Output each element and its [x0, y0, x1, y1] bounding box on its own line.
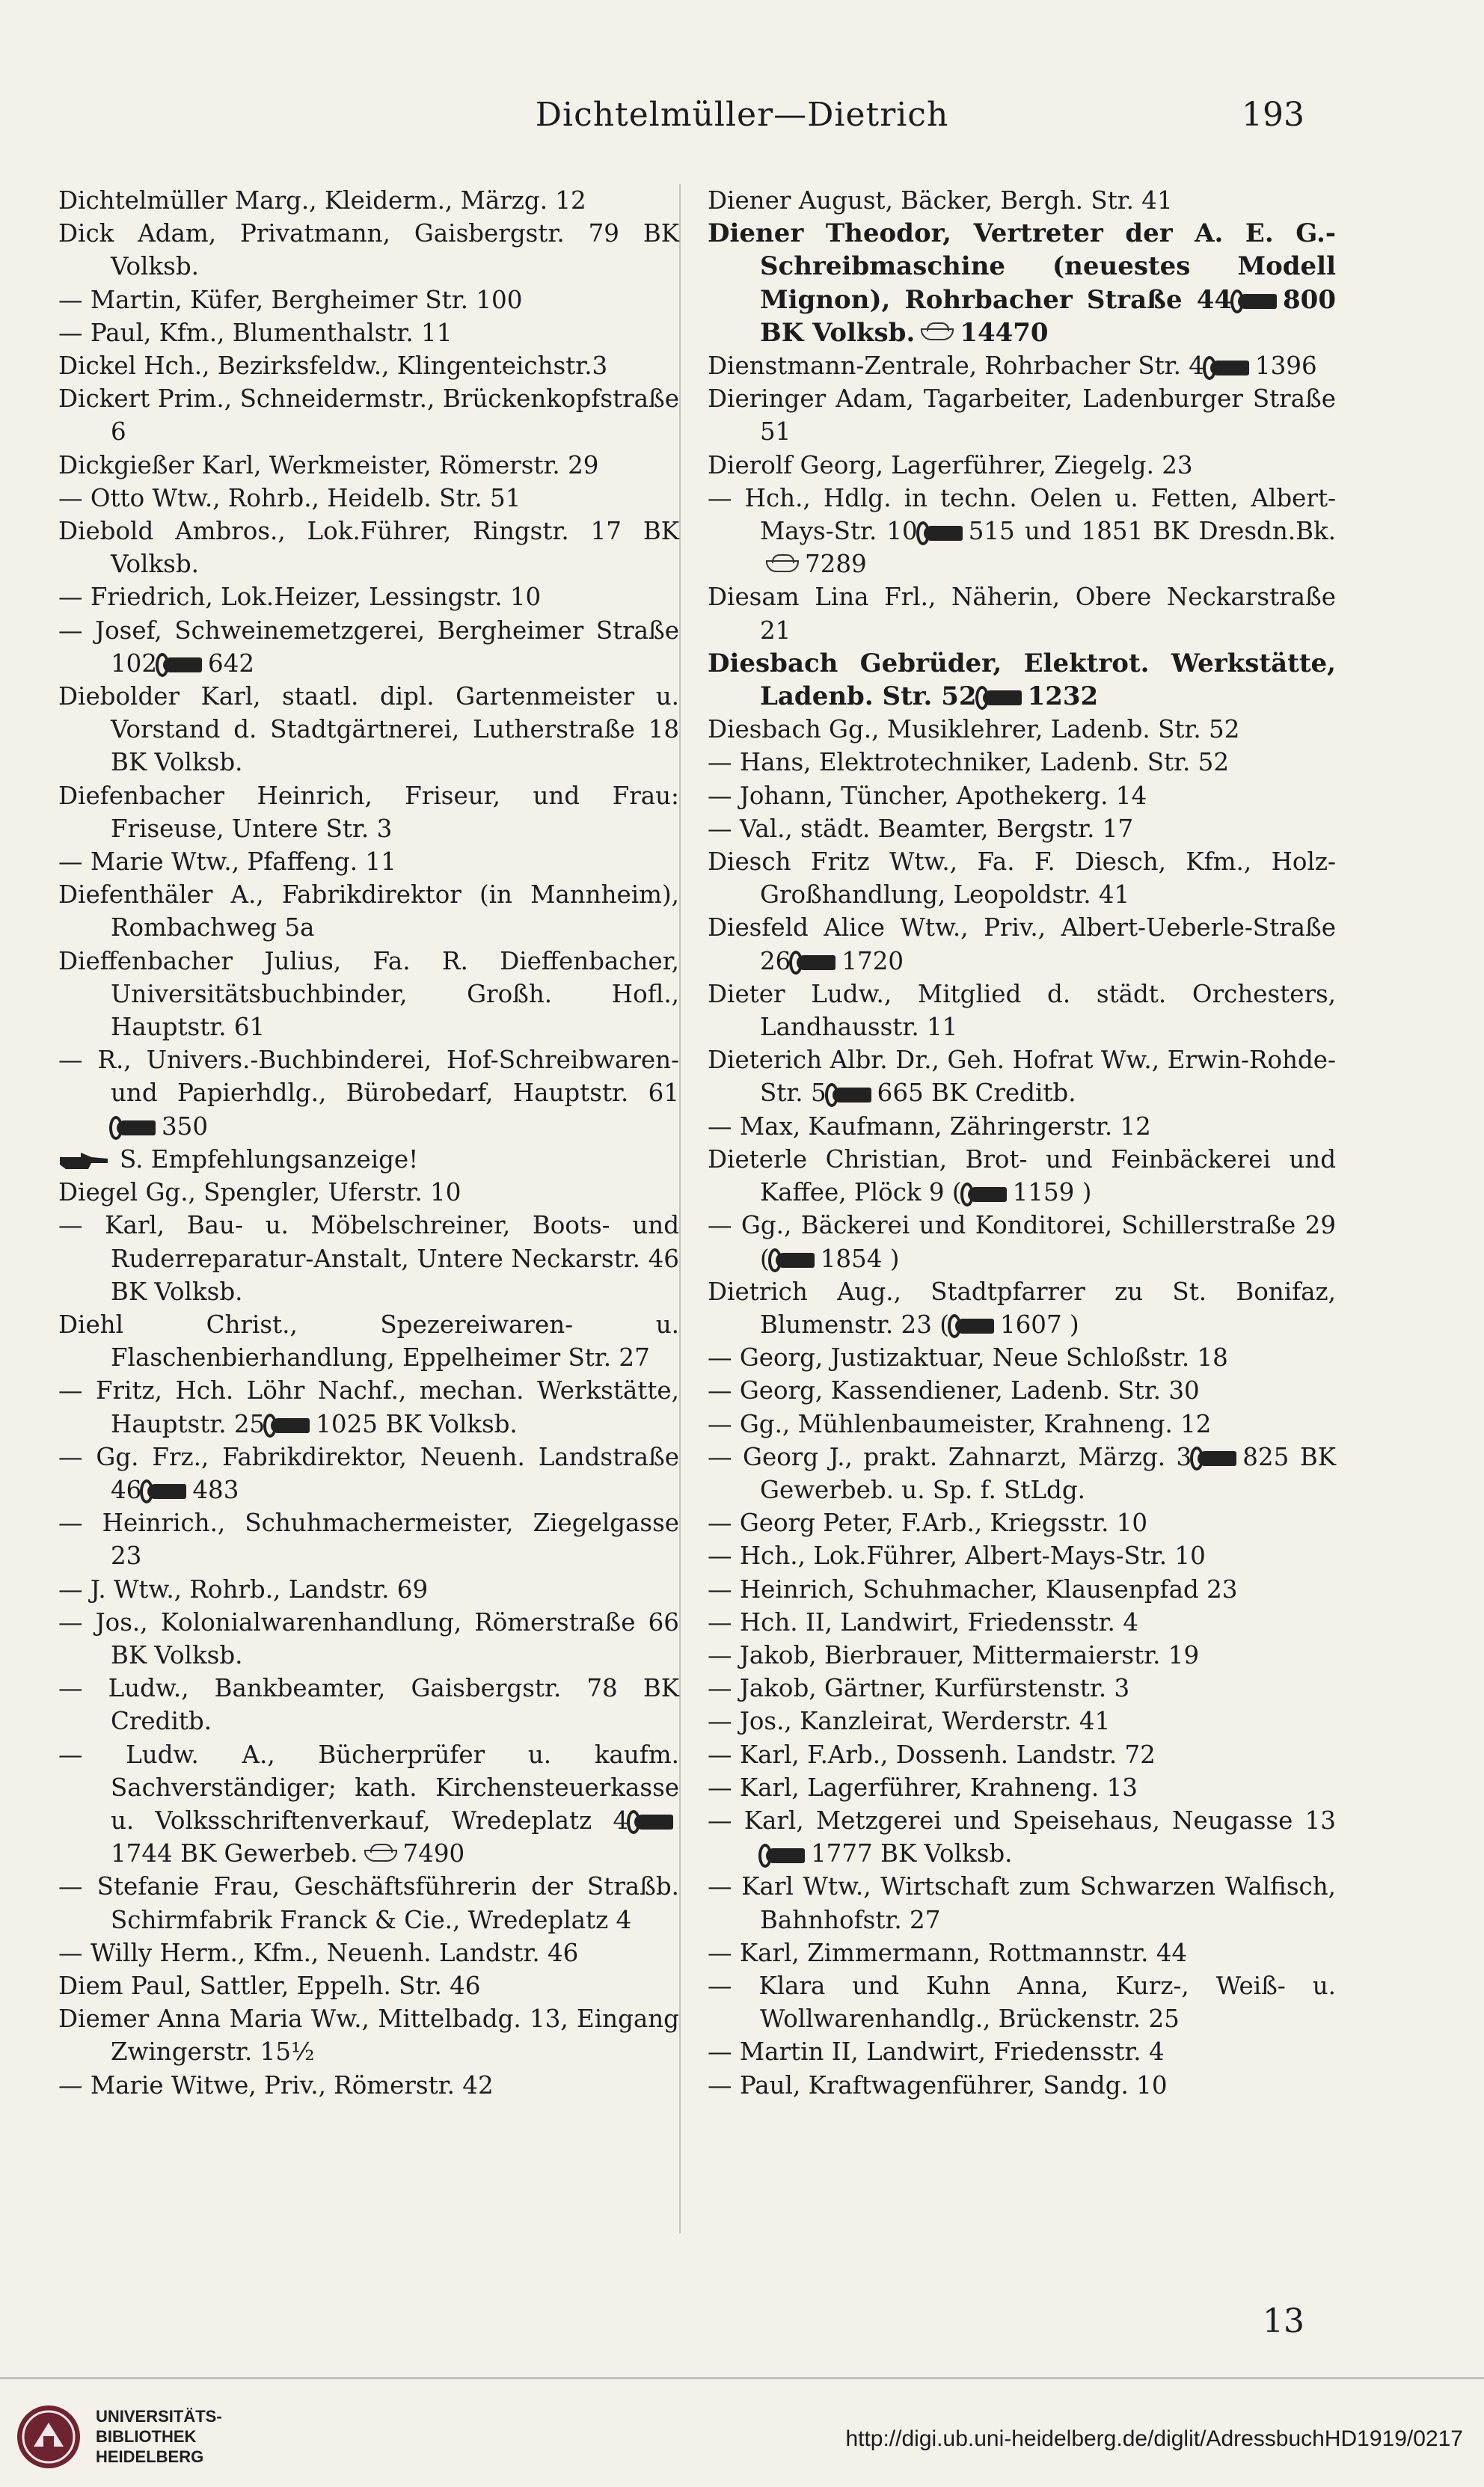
directory-entry — [708, 1043, 1336, 1109]
phone-number: 1607 — [999, 1310, 1062, 1339]
entry-text: — Karl Wtw., Wirtschaft zum Schwarzen Walfisch, Bahnhofstr. 27 — [708, 1872, 1336, 1934]
directory-entry — [58, 1506, 679, 1572]
directory-entry — [58, 1043, 679, 1143]
library-line: HEIDELBERG — [96, 2447, 204, 2466]
page-title: Dichtelmüller—Dietrich — [535, 96, 949, 134]
directory-entry — [58, 1374, 679, 1440]
directory-entry — [708, 217, 1336, 349]
entry-text: — Gg., Mühlenbaumeister, Krahneng. 12 — [708, 1409, 1212, 1438]
directory-entry — [708, 1374, 1336, 1407]
entry-text: — Karl, Lagerführer, Krahneng. 13 — [708, 1773, 1138, 1802]
directory-entry — [708, 1441, 1336, 1506]
directory-entry — [58, 2069, 679, 2102]
entry-text: Diefenthäler A., Fabrikdirektor (in Mannheim), Rombachweg 5a — [58, 880, 679, 942]
entry-text: Dietrich Aug., Stadtpfarrer zu St. Bonifaz, Blumenstr. 23 ( — [708, 1277, 1336, 1339]
entry-text: — Ludw. A., Bücherprüfer u. kaufm. Sachverständiger; kath. Kirchensteuerkasse u. Volksschriftenverkauf, Wredeplatz 4 — [58, 1740, 679, 1835]
directory-entry — [708, 1539, 1336, 1572]
entry-text: — Karl, F.Arb., Dossenh. Landstr. 72 — [708, 1740, 1156, 1769]
phone-number: 1159 — [1012, 1178, 1075, 1207]
column-divider — [679, 184, 681, 2233]
entry-text: — Gg., Bäckerei und Konditorei, Schillerstraße 29 ( — [708, 1211, 1336, 1273]
directory-entry — [708, 1110, 1336, 1143]
telephone-icon — [634, 1815, 673, 1830]
entry-text: Diesbach Gebrüder, Elektrot. Werkstätte, Ladenb. Str. 52 — [708, 648, 1336, 712]
entry-text: — Jos., Kolonialwarenhandlung, Römerstraße 66 BK Volksb. — [58, 1607, 679, 1669]
directory-entry — [58, 1143, 679, 1176]
telephone-icon — [1198, 1451, 1236, 1466]
telephone-icon — [983, 690, 1022, 705]
directory-entry — [708, 911, 1336, 977]
directory-entry — [708, 349, 1336, 382]
entry-text: — Jos., Kanzleirat, Werderstr. 41 — [708, 1707, 1111, 1736]
directory-entry — [58, 382, 679, 448]
entry-text: — Heinrich., Schuhmachermeister, Ziegelgasse 23 — [58, 1509, 679, 1571]
directory-entry — [708, 845, 1336, 911]
directory-entry — [58, 614, 679, 680]
postal-check-icon — [364, 1850, 397, 1862]
library-seal-icon — [15, 2403, 82, 2471]
phone-number: 1232 — [1027, 681, 1099, 712]
entry-text: Dierolf Georg, Lagerführer, Ziegelg. 23 — [708, 450, 1193, 479]
entry-text: — Gg. Frz., Fabrikdirektor, Neuenh. Landstraße 46 — [58, 1442, 679, 1504]
phone-number: 825 — [1242, 1442, 1290, 1471]
directory-entry — [58, 184, 679, 217]
directory-entry — [708, 1341, 1336, 1374]
directory-entry — [58, 283, 679, 316]
source-url-link[interactable]: http://digi.ub.uni-heidelberg.de/diglit/AdressbuchHD1919/0217 — [845, 2426, 1463, 2451]
telephone-icon — [955, 1319, 994, 1334]
entry-text: — Paul, Kraftwagenführer, Sandg. 10 — [708, 2070, 1168, 2100]
entry-text: Diener August, Bäcker, Bergh. Str. 41 — [708, 186, 1173, 215]
directory-entry — [708, 482, 1336, 581]
left-column — [58, 184, 679, 2102]
directory-entry — [58, 580, 679, 613]
directory-entry — [708, 449, 1336, 482]
telephone-icon — [271, 1418, 310, 1433]
directory-entry — [708, 779, 1336, 812]
telephone-icon — [1210, 361, 1249, 375]
directory-entry — [708, 1969, 1336, 2035]
entry-text: Dieffenbacher Julius, Fa. R. Dieffenbacher, Universitätsbuchbinder, Großh. Hofl., Hauptstr. 61 — [58, 946, 679, 1042]
directory-entry — [708, 1804, 1336, 1870]
entry-text: Diesfeld Alice Wtw., Priv., Albert-Ueberle-Straße 26 — [708, 913, 1336, 975]
entry-text: — Hans, Elektrotechniker, Ladenb. Str. 52 — [708, 748, 1230, 777]
directory-entry — [708, 1275, 1336, 1341]
entry-suffix: ) — [889, 1244, 900, 1273]
entry-text: Diesbach Gg., Musiklehrer, Ladenb. Str. 52 — [708, 715, 1240, 744]
telephone-icon — [1238, 294, 1277, 309]
entry-text: S. Empfehlungsanzeige! — [120, 1144, 419, 1174]
directory-entry — [58, 945, 679, 1044]
phone-number: 515 — [968, 517, 1015, 546]
directory-entry — [708, 1408, 1336, 1441]
directory-entry — [58, 878, 679, 944]
entry-text: Dickgießer Karl, Werkmeister, Römerstr. 29 — [58, 450, 599, 479]
directory-entry — [708, 1606, 1336, 1639]
entry-text: Diemer Anna Maria Ww., Mittelbadg. 13, Eingang Zwingerstr. 15½ — [58, 2005, 679, 2067]
entry-text: — Georg J., prakt. Zahnarzt, Märzg. 3 — [708, 1442, 1192, 1471]
phone-number: 1025 — [316, 1409, 378, 1438]
footer-rule — [0, 2377, 1484, 2379]
entry-text: — Georg, Justizaktuar, Neue Schloßstr. 18 — [708, 1343, 1228, 1373]
phone-number: 1720 — [841, 946, 904, 975]
entry-text: Dichtelmüller Marg., Kleiderm., Märzg. 12 — [58, 186, 586, 215]
directory-entry — [708, 978, 1336, 1043]
postal-check-icon — [766, 560, 799, 572]
directory-entry — [58, 515, 679, 580]
entry-text: — R., Univers.-Buchbinderei, Hof-Schreibwaren- und Papierhdlg., Bürobedarf, Hauptstr. 61 — [58, 1046, 679, 1108]
directory-entry — [58, 1969, 679, 2002]
entry-suffix: BK Creditb. — [931, 1079, 1076, 1108]
directory-entry — [708, 1209, 1336, 1275]
directory-entry — [58, 1209, 679, 1308]
entry-text: Diebold Ambros., Lok.Führer, Ringstr. 17 BK Volksb. — [58, 517, 679, 579]
directory-entry — [708, 647, 1336, 713]
library-line: UNIVERSITÄTS- — [96, 2407, 222, 2426]
entry-text: — Willy Herm., Kfm., Neuenh. Landstr. 46 — [58, 1938, 579, 1967]
directory-entry — [708, 1771, 1336, 1804]
library-line: BIBLIOTHEK — [96, 2427, 197, 2446]
directory-entry — [708, 1143, 1336, 1209]
directory-entry — [58, 449, 679, 482]
directory-entry — [58, 217, 679, 283]
directory-entry — [58, 1738, 679, 1871]
entry-text: — Klara und Kuhn Anna, Kurz-, Weiß- u. Wollwarenhandlg., Brückenstr. 25 — [708, 1971, 1336, 2034]
directory-entry — [58, 349, 679, 382]
phone-number: 483 — [192, 1475, 239, 1504]
entry-text: — Hch. II, Landwirt, Friedensstr. 4 — [708, 1607, 1138, 1637]
telephone-icon — [924, 526, 963, 541]
directory-entry — [58, 845, 679, 878]
directory-entry — [708, 1870, 1336, 1936]
page-header — [0, 96, 1484, 141]
entry-text: — Marie Witwe, Priv., Römerstr. 42 — [58, 2070, 494, 2100]
directory-entry — [708, 2035, 1336, 2068]
entry-text: — Paul, Kfm., Blumenthalstr. 11 — [58, 318, 453, 347]
phone-number: 800 — [1283, 284, 1336, 315]
directory-entry — [708, 746, 1336, 779]
directory-entry — [708, 812, 1336, 845]
phone-number: 1744 — [111, 1839, 173, 1868]
entry-text: — Martin, Küfer, Bergheimer Str. 100 — [58, 285, 523, 314]
entry-text: — J. Wtw., Rohrb., Landstr. 69 — [58, 1574, 429, 1604]
directory-entry — [708, 1506, 1336, 1539]
entry-suffix: BK Volksb. — [880, 1839, 1013, 1868]
right-column — [708, 184, 1336, 2102]
library-branding[interactable] — [15, 2397, 284, 2472]
directory-entry — [708, 1639, 1336, 1672]
entry-text: — Otto Wtw., Rohrb., Heidelb. Str. 51 — [58, 483, 521, 512]
entry-text: Diebolder Karl, staatl. dipl. Gartenmeister u. Vorstand d. Stadtgärtnerei, Lutherstraße 18 BK Volksb. — [58, 682, 679, 777]
entry-text: — Friedrich, Lok.Heizer, Lessingstr. 10 — [58, 583, 542, 612]
entry-text: — Fritz, Hch. Löhr Nachf., mechan. Werkstätte, Hauptstr. 25 — [58, 1376, 679, 1438]
entry-suffix: BK Volksb. — [760, 317, 916, 348]
entry-text: — Heinrich, Schuhmacher, Klausenpfad 23 — [708, 1574, 1238, 1604]
phone-number: 642 — [208, 648, 255, 678]
directory-entry — [708, 1672, 1336, 1705]
entry-text: Dickel Hch., Bezirksfeldw., Klingenteichstr.3 — [58, 352, 608, 381]
directory-entry — [58, 1573, 679, 1606]
directory-entry — [708, 1936, 1336, 1969]
entry-text: Dieter Ludw., Mitglied d. städt. Orchesters, Landhausstr. 11 — [708, 979, 1336, 1042]
directory-entry — [708, 382, 1336, 448]
entry-text: — Johann, Tüncher, Apothekerg. 14 — [708, 781, 1147, 810]
telephone-icon — [117, 1120, 156, 1135]
postal-check-number: 7490 — [402, 1839, 465, 1868]
directory-entry — [58, 1176, 679, 1209]
telephone-icon — [147, 1484, 186, 1499]
entry-text: — Max, Kaufmann, Zähringerstr. 12 — [708, 1111, 1151, 1141]
postal-check-number: 7289 — [805, 550, 867, 579]
directory-entry — [708, 2069, 1336, 2102]
telephone-icon — [776, 1253, 815, 1268]
entry-text: Dieterle Christian, Brot- und Feinbäckerei und Kaffee, Plöck 9 ( — [708, 1144, 1336, 1207]
entry-text: — Marie Wtw., Pfaffeng. 11 — [58, 847, 396, 877]
entry-text: — Martin II, Landwirt, Friedensstr. 4 — [708, 2037, 1165, 2067]
entry-text: Dickert Prim., Schneidermstr., Brückenkopfstraße 6 — [58, 384, 679, 447]
directory-entry — [708, 1738, 1336, 1771]
sheet-number: 13 — [1263, 2302, 1304, 2340]
directory-entry — [708, 1705, 1336, 1738]
postal-check-number: 14470 — [960, 317, 1049, 348]
directory-entry — [58, 2002, 679, 2068]
entry-text: Dieringer Adam, Tagarbeiter, Ladenburger Straße 51 — [708, 384, 1336, 447]
entry-text: — Stefanie Frau, Geschäftsführerin der Straßb. Schirmfabrik Franck & Cie., Wredeplatz 4 — [58, 1872, 679, 1934]
directory-entry — [708, 713, 1336, 746]
entry-text: — Jakob, Bierbrauer, Mittermaierstr. 19 — [708, 1640, 1200, 1669]
phone-number: 350 — [162, 1111, 209, 1141]
pointing-hand-icon — [58, 1150, 111, 1172]
telephone-icon — [766, 1848, 805, 1863]
directory-entry — [58, 482, 679, 515]
page-number: 193 — [1242, 96, 1304, 134]
entry-text: — Josef, Schweinemetzgerei, Bergheimer Straße 102 — [58, 616, 679, 678]
entry-text: Diegel Gg., Spengler, Uferstr. 10 — [58, 1178, 462, 1207]
directory-entry — [58, 1870, 679, 1936]
entry-text: — Hch., Lok.Führer, Albert-Mays-Str. 10 — [708, 1542, 1206, 1571]
directory-entry — [58, 1672, 679, 1738]
entry-text: Dick Adam, Privatmann, Gaisbergstr. 79 BK Volksb. — [58, 219, 679, 281]
phone-number: 1854 — [820, 1244, 883, 1273]
directory-entry — [58, 1441, 679, 1506]
directory-entry — [58, 1606, 679, 1672]
entry-suffix: BK Gewerbeb. — [180, 1839, 358, 1868]
entry-text: Diem Paul, Sattler, Eppelh. Str. 46 — [58, 1971, 481, 2000]
entry-text: Diehl Christ., Spezereiwaren- u. Flaschenbierhandlung, Eppelheimer Str. 27 — [58, 1310, 679, 1373]
directory-entry — [58, 316, 679, 349]
directory-entry — [58, 779, 679, 845]
entry-text: Diener Theodor, Vertreter der A. E. G.-Schreibmaschine (neuestes Modell Mignon), Rohrbacher Straße 44 — [708, 218, 1336, 315]
directory-entry — [708, 1573, 1336, 1606]
entry-text: Dieterich Albr. Dr., Geh. Hofrat Ww., Erwin-Rohde-Str. 5 — [708, 1046, 1336, 1108]
directory-entry — [708, 184, 1336, 217]
entry-text: — Karl, Bau- u. Möbelschreiner, Boots- und Ruderreparatur-Anstalt, Untere Neckarstr. 46 BK Volksb. — [58, 1211, 679, 1306]
library-name — [96, 2406, 222, 2467]
directory-entry — [58, 1308, 679, 1374]
entry-text: Dienstmann-Zentrale, Rohrbacher Str. 4 — [708, 352, 1204, 381]
directory-entry — [58, 680, 679, 779]
entry-text: — Jakob, Gärtner, Kurfürstenstr. 3 — [708, 1674, 1130, 1703]
entry-suffix: BK Gewerbeb. u. Sp. f. StLdg. — [760, 1442, 1336, 1504]
phone-number: 1396 — [1254, 352, 1317, 381]
entry-text: — Karl, Zimmermann, Rottmannstr. 44 — [708, 1938, 1188, 1967]
telephone-icon — [163, 657, 202, 672]
directory-entry — [708, 580, 1336, 646]
entry-text: — Hch., Hdlg. in techn. Oelen u. Fetten, Albert-Mays-Str. 10 — [708, 483, 1336, 546]
entry-suffix: und 1851 BK Dresdn.Bk. — [1024, 517, 1336, 546]
telephone-icon — [797, 955, 835, 970]
entry-suffix: ) — [1070, 1310, 1079, 1339]
entry-text: — Georg Peter, F.Arb., Kriegsstr. 10 — [708, 1509, 1148, 1538]
postal-check-icon — [921, 328, 954, 340]
entry-suffix: ) — [1082, 1178, 1092, 1207]
entry-text: Diesam Lina Frl., Näherin, Obere Neckarstraße 21 — [708, 583, 1336, 645]
entry-text: — Karl, Metzgerei und Speisehaus, Neugasse 13 — [708, 1806, 1336, 1835]
telephone-icon — [968, 1187, 1007, 1202]
phone-number: 665 — [877, 1079, 924, 1108]
entry-suffix: BK Volksb. — [385, 1409, 518, 1438]
directory-entry — [58, 1936, 679, 1969]
entry-text: Diefenbacher Heinrich, Friseur, und Frau: Friseuse, Untere Str. 3 — [58, 781, 679, 843]
telephone-icon — [833, 1088, 871, 1103]
entry-text: — Ludw., Bankbeamter, Gaisbergstr. 78 BK Creditb. — [58, 1674, 679, 1736]
phone-number: 1777 — [811, 1839, 873, 1868]
entry-text: Diesch Fritz Wtw., Fa. F. Diesch, Kfm., Holz-Großhandlung, Leopoldstr. 41 — [708, 847, 1336, 910]
entry-text: — Georg, Kassendiener, Ladenb. Str. 30 — [708, 1376, 1200, 1405]
entry-text: — Val., städt. Beamter, Bergstr. 17 — [708, 814, 1134, 843]
